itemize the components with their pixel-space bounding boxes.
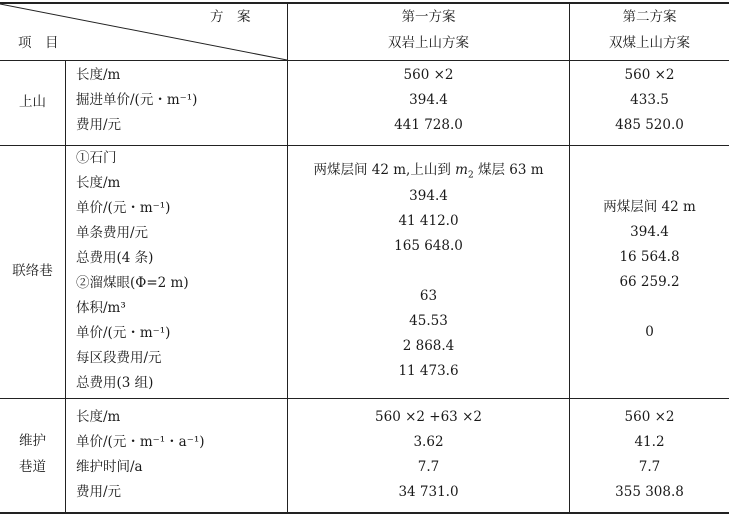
- row-divider-2: [0, 398, 729, 399]
- table-bottom-rule: [0, 512, 729, 514]
- connection-plan2-a: [570, 195, 729, 295]
- value-cell: 485 520.0: [615, 117, 684, 133]
- maintenance-items: [76, 405, 205, 505]
- col-divider-category: [65, 61, 66, 512]
- item-maintenance-time: 维护时间/a: [76, 459, 143, 475]
- section-upper-hill: 上山: [19, 94, 46, 110]
- value-cell: 7.7: [638, 459, 661, 475]
- section-connection: 联络巷: [12, 263, 53, 279]
- item-unit-price: 单价/(元・m⁻¹・a⁻¹): [76, 434, 205, 450]
- item-cost: 费用/元: [76, 484, 122, 500]
- value-cell: 66 259.2: [619, 274, 680, 290]
- item-unit-price: 掘进单价/(元・m⁻¹): [76, 92, 198, 108]
- item-length: 长度/m: [76, 409, 121, 425]
- item-unit-price: 单价/(元・m⁻¹): [76, 325, 171, 341]
- section-maintenance-line1: 维护: [19, 433, 46, 449]
- item-volume: 体积/m³: [76, 300, 126, 316]
- value-cell: 两煤层间 42 m: [603, 199, 696, 215]
- item-cost: 费用/元: [76, 117, 122, 133]
- value-cell: 45.53: [409, 313, 448, 329]
- section-maintenance-line2: 巷道: [19, 459, 46, 475]
- header-bottom-rule: [0, 60, 729, 61]
- value-cell: 7.7: [417, 459, 440, 475]
- item-section-cost: 每区段费用/元: [76, 350, 162, 366]
- item-unit-price: 单价/(元・m⁻¹): [76, 200, 171, 216]
- maintenance-plan1: [288, 405, 569, 505]
- connection-items: [76, 146, 189, 396]
- value-cell: 394.4: [630, 224, 669, 240]
- maintenance-plan2: [570, 405, 729, 505]
- item-total-cost: 总费用(4 条): [76, 250, 154, 266]
- item-length: 长度/m: [76, 175, 121, 191]
- value-cell: 16 564.8: [619, 249, 680, 265]
- value-cell: 394.4: [409, 188, 448, 204]
- value-cell: 2 868.4: [402, 338, 455, 354]
- upper-hill-plan2: [570, 63, 729, 138]
- scheme-label: 方 案: [210, 9, 251, 25]
- plan1-subtitle: 双岩上山方案: [388, 35, 469, 51]
- item-coal-chute: ②溜煤眼(Φ=2 m): [76, 275, 189, 291]
- item-crosscut: ①石门: [76, 150, 117, 166]
- value-cell: 433.5: [630, 92, 669, 108]
- plan1-title: 第一方案: [401, 9, 456, 25]
- value-cell: 11 473.6: [398, 363, 459, 379]
- connection-plan2-zero: 0: [645, 324, 654, 340]
- item-label: 项 目: [18, 35, 59, 51]
- value-cell: 34 731.0: [398, 484, 459, 500]
- plan2-title: 第二方案: [622, 9, 677, 25]
- plan2-subtitle: 双煤上山方案: [609, 35, 690, 51]
- value-cell: 165 648.0: [394, 238, 463, 254]
- upper-hill-plan1: [288, 63, 569, 138]
- value-cell: 41.2: [634, 434, 665, 450]
- value-cell: 394.4: [409, 92, 448, 108]
- value-cell: 560 ×2: [403, 67, 454, 83]
- connection-plan1-note: 两煤层间 42 m,上山到 $m_2$ 煤层 63 m: [313, 162, 544, 181]
- item-length: 长度/m: [76, 67, 121, 83]
- item-single-cost: 单条费用/元: [76, 225, 149, 241]
- value-cell: 41 412.0: [398, 213, 459, 229]
- upper-hill-items: [76, 63, 197, 138]
- value-cell: 441 728.0: [394, 117, 463, 133]
- value-cell: 355 308.8: [615, 484, 684, 500]
- item-total-cost: 总费用(3 组): [76, 375, 154, 391]
- value-cell: 3.62: [413, 434, 444, 450]
- value-cell: 63: [419, 288, 438, 304]
- value-cell: 560 ×2: [624, 67, 675, 83]
- connection-plan1-a: [288, 184, 569, 259]
- value-cell: 560 ×2 +63 ×2: [375, 409, 482, 425]
- value-cell: 560 ×2: [624, 409, 675, 425]
- connection-plan1-b: [288, 284, 569, 384]
